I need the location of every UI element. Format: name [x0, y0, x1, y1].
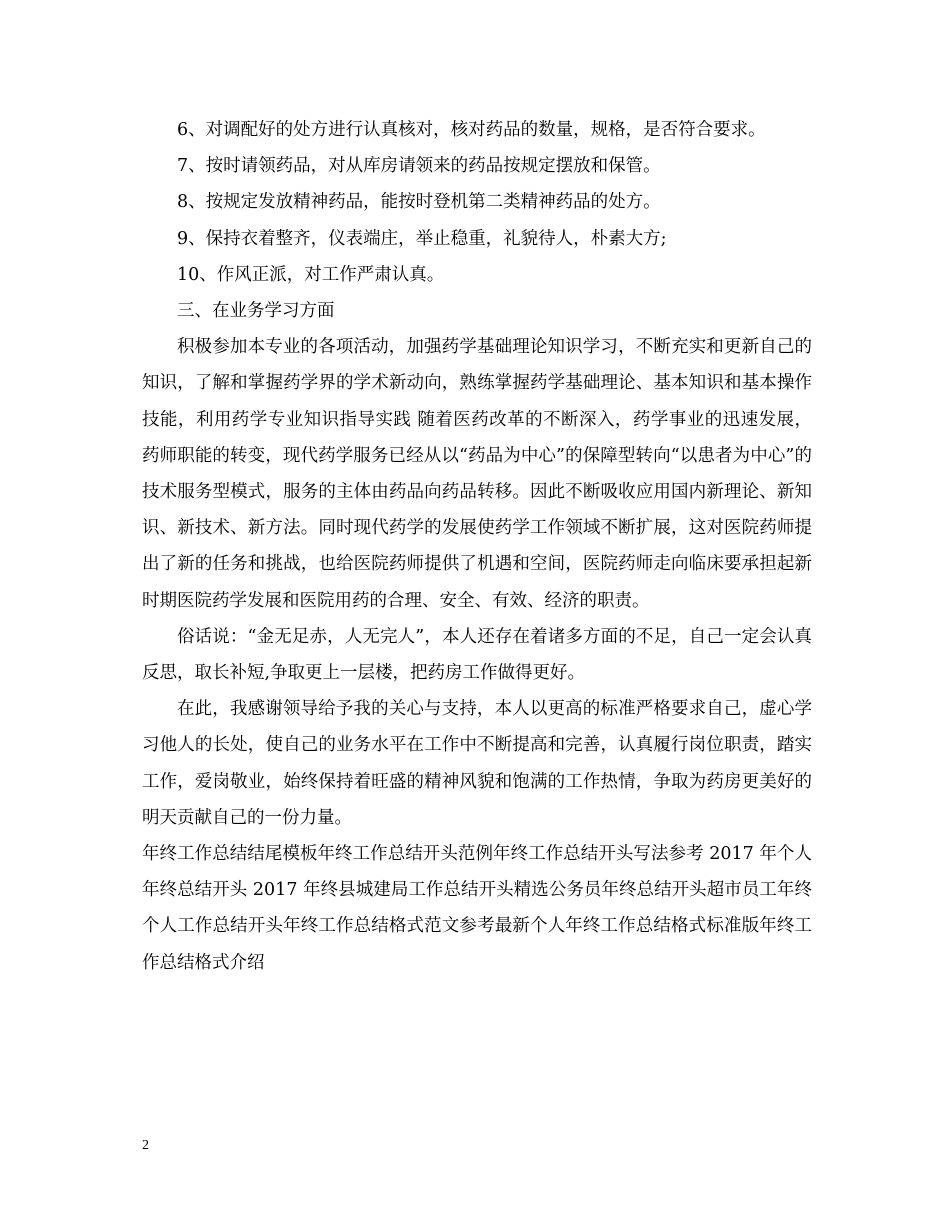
list-item-6: 6、对调配好的处方进行认真核对，核对药品的数量，规格，是否符合要求。	[177, 120, 766, 140]
section-heading: 三、在业务学习方面	[177, 301, 335, 322]
list-item-8: 8、按规定发放精神药品，能按时登机第二类精神药品的处方。	[177, 192, 661, 213]
list-item-9: 9、保持衣着整齐，仪表端庄，举止稳重，礼貌待人，朴素大方;	[177, 228, 667, 249]
related-articles-text: 年终工作总结结尾模板年终工作总结开头范例年终工作总结开头写法参考 2017 年个人年终总结开头 2017 年终县城建局工作总结开头精选公务员年终总结开头超市员工年终个人工作总结开头年终工作总结格式范文参考最新个人年终工作总结格式标准版年终工作总结格式介绍	[142, 844, 812, 973]
body-paragraph-reflection: 俗话说：“金无足赤，人无完人”，本人还存在着诸多方面的不足，自己一定会认真反思，取长补短,争取更上一层楼，把药房工作做得更好。	[142, 626, 812, 684]
body-paragraph-thanks: 在此，我感谢领导给予我的关心与支持，本人以更高的标准严格要求自己，虚心学习他人的长处，使自己的业务水平在工作中不断提高和完善，认真履行岗位职责，踏实工作，爱岗敬业，始终保持着旺盛的精神风貌和饱满的工作热情，争取为药房更美好的明天贡献自己的一份力量。	[142, 699, 812, 828]
document-body	[142, 112, 812, 981]
list-item-7: 7、按时请领药品，对从库房请领来的药品按规定摆放和保管。	[177, 156, 661, 177]
page-number: 2	[142, 1138, 149, 1153]
body-paragraph-study: 积极参加本专业的各项活动，加强药学基础理论知识学习，不断充实和更新自己的知识，了解和掌握药学界的学术新动向，熟练掌握药学基础理论、基本知识和基本操作技能，利用药学专业知识指导实践 随着医药改革的不断深入，药学事业的迅速发展，药师职能的转变，现代药学服务已经从以“药品为中心”的保障型转向“以患者为中心”的技术服务型模式，服务的主体由药品向药品转移。因此不断吸收应用国内新理论、新知识、新技术、新方法。同时现代药学的发展使药学工作领域不断扩展，这对医院药师提出了新的任务和挑战，也给医院药师提供了机遇和空间，医院药师走向临床要承担起新时期医院药学发展和医院用药的合理、安全、有效、经济的职责。	[142, 337, 812, 611]
list-item-10: 10、作风正派，对工作严肃认真。	[177, 264, 445, 285]
